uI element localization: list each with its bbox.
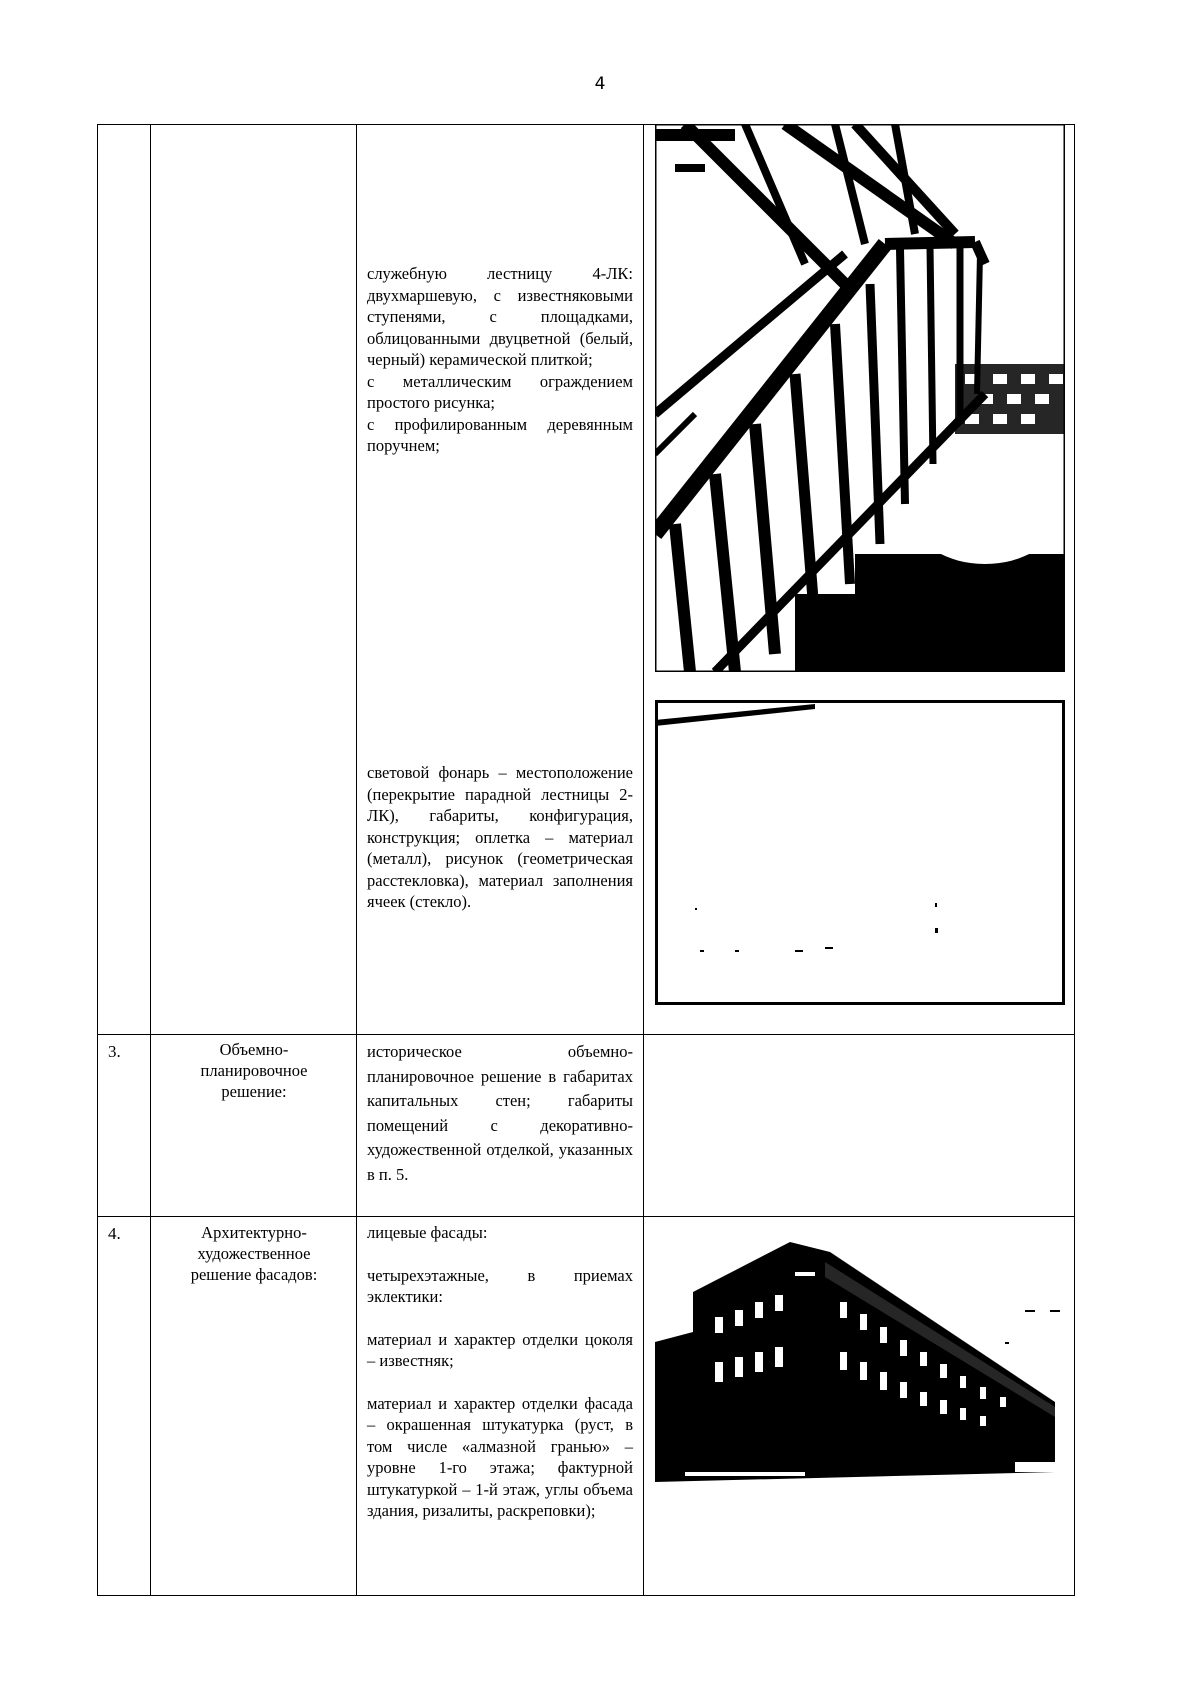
stair-description [367,263,633,457]
paragraph: служебную лестницу 4-ЛК: двухмаршевую, с известняковыми ступенями, с площадками, облицованными двуцветной (белый, черный) керамической плиткой; [367,264,633,369]
paragraph: лицевые фасады: [367,1223,488,1242]
page-number: 4 [594,74,606,94]
stair-railing-photo [655,124,1065,672]
paragraph: материал и характер отделки фасада – окрашенная штукатурка (руст, в том числе «алмазной гранью» – уровне 1-го этажа; фактурной штукатуркой – 1-й этаж, углы объема здания, ризалиты, раскреповки); [367,1393,633,1520]
section-name: Объемно-планировочное решение: [200,1040,308,1101]
section-name: Архитектурно-художественное решение фасадов: [190,1223,318,1284]
paragraph: материал и характер отделки цоколя – известняк; [367,1329,633,1370]
row-number: 4. [108,1224,121,1243]
paragraph: с профилированным деревянным поручнем; [367,414,633,455]
paragraph: световой фонарь – местоположение (перекрытие парадной лестницы 2-ЛК), габариты, конфигурация, конструкция; оплетка – материал (металл), рисунок (геометрическая расстекловка), материал заполнения ячеек (стекло). [367,763,633,911]
paragraph: историческое объемно-планировочное решение в габаритах капитальных стен; габариты помещений с декоративно-художественной отделкой, указанных в п. 5. [367,1042,633,1184]
row-number: 3. [108,1042,121,1061]
section-description [367,1040,633,1187]
facade-photo [655,1232,1065,1482]
skylight-description [367,762,633,913]
paragraph: четырехэтажные, в приемах эклектики: [367,1265,633,1306]
skylight-photo [655,700,1065,1005]
facade-description [367,1222,633,1522]
paragraph: с металлическим ограждением простого рисунка; [367,371,633,412]
